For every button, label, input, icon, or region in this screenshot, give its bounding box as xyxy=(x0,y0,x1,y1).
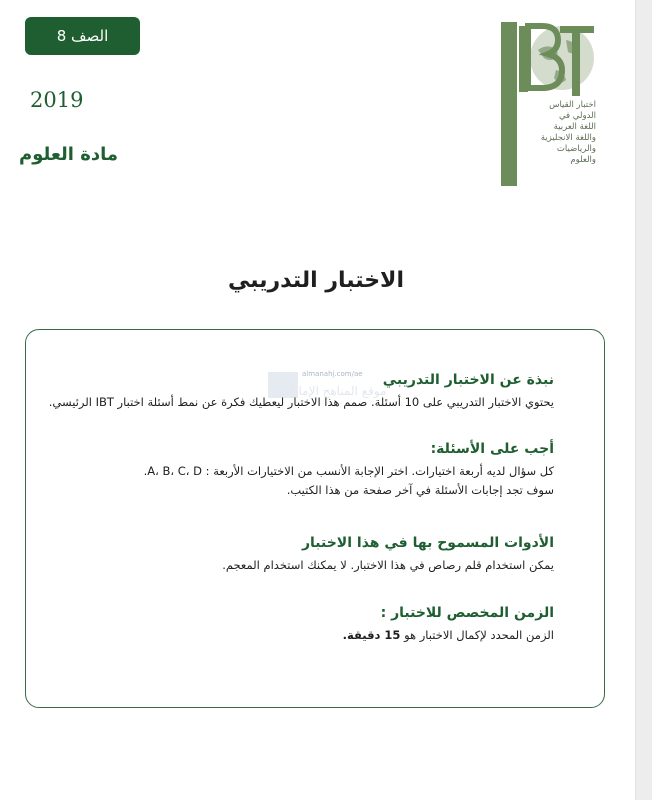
section-text: كل سؤال لديه أربعة اختيارات. اختر الإجابة الأنسب من الاختيارات الأربعة : A، B، C، D. xyxy=(143,464,554,478)
time-text: الزمن المحدد لإكمال الاختبار هو xyxy=(400,628,554,642)
section-text xyxy=(34,626,554,645)
instructions-box xyxy=(25,329,605,708)
section-text: سوف تجد إجابات الأسئلة في آخر صفحة من هذا الكتيب. xyxy=(286,483,554,497)
grade-badge xyxy=(25,17,140,55)
grade-label: الصف 8 xyxy=(56,27,109,45)
section-text: يمكن استخدام قلم رصاص في هذا الاختبار. لا يمكنك استخدام المعجم. xyxy=(222,558,554,572)
logo-mark-icon xyxy=(516,22,598,102)
section-time xyxy=(34,605,554,645)
watermark-url: almanahj.com/ae xyxy=(302,370,363,378)
section-answer xyxy=(34,441,554,500)
section-title: نبذة عن الاختبار التدريبي xyxy=(382,372,554,388)
section-title: الأدوات المسموح بها في هذا الاختبار xyxy=(301,535,554,551)
section-tools xyxy=(34,535,554,575)
section-title: الزمن المخصص للاختبار : xyxy=(380,605,554,621)
logo-bar xyxy=(501,22,517,186)
time-limit: 15 دقيقة. xyxy=(342,628,401,642)
logo-text: اختبار القياس الدولي في اللغة العربية واللغة الانجليزية والرياضيات والعلوم xyxy=(540,100,596,165)
section-about xyxy=(34,372,554,412)
section-text: يحتوي الاختبار التدريبي على 10 أسئلة. صمم هذا الاختبار ليعطيك فكرة عن نمط أسئلة اختبار IBT الرئيسي. xyxy=(48,395,554,409)
section-title: أجب على الأسئلة: xyxy=(430,441,554,457)
ibt-logo xyxy=(498,22,602,190)
year-label: 2019 xyxy=(30,88,84,112)
scrollbar-track[interactable] xyxy=(635,0,652,800)
subject-label: مادة العلوم xyxy=(19,144,118,165)
page-title: الاختبار التدريبي xyxy=(228,268,404,293)
watermark-text: موقع المناهج الإماراتية xyxy=(276,384,387,398)
